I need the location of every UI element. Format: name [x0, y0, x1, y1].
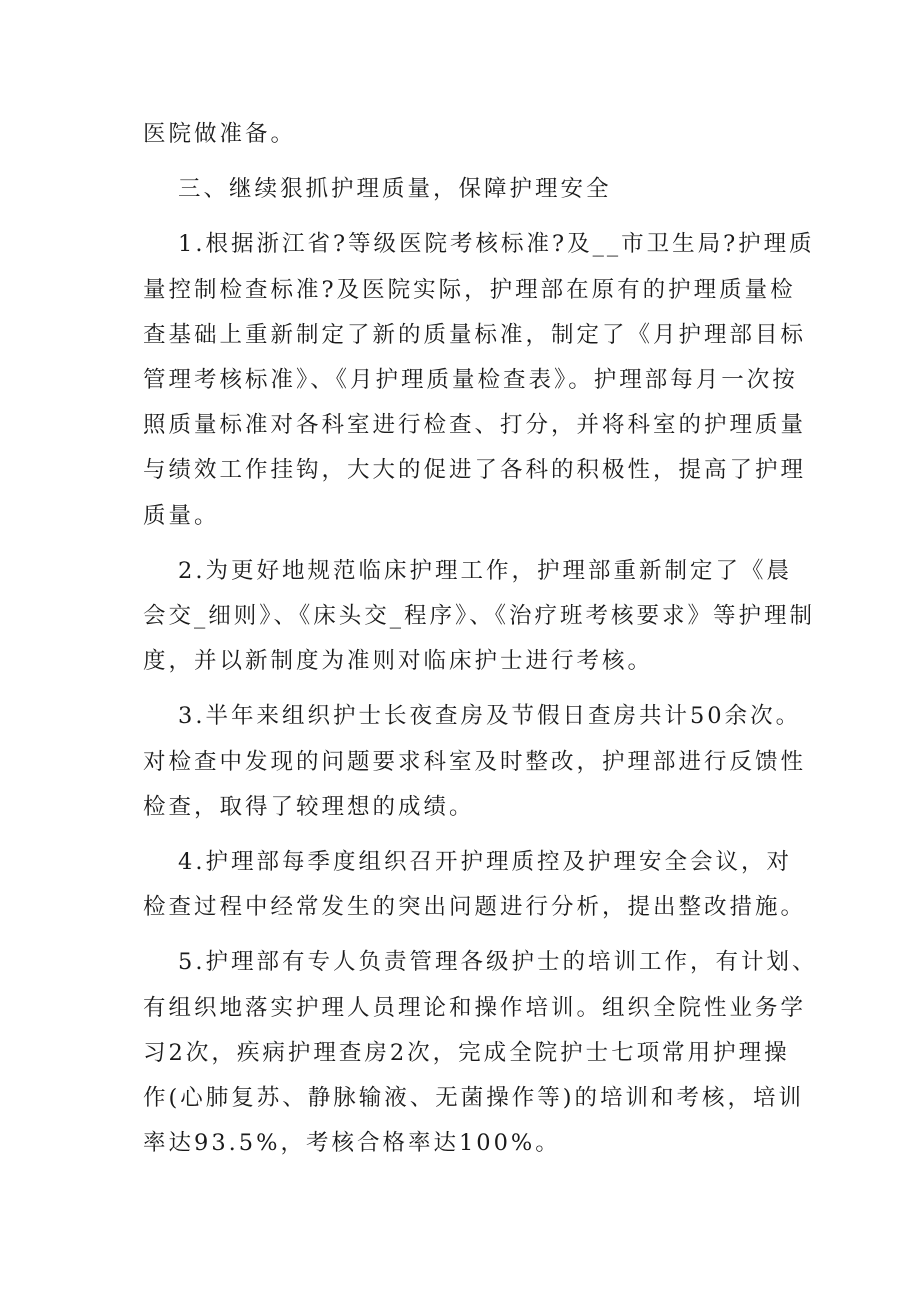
text-line: 1.根据浙江省?等级医院考核标准?及__市卫生局?护理质 [178, 231, 815, 258]
text-line: 会交_细则》、《床头交_程序》、《治疗班考核要求》等护理制 [143, 603, 816, 630]
text-line: 查基础上重新制定了新的质量标准，制定了《月护理部目标 [143, 321, 807, 348]
paragraph-item-2 [143, 549, 816, 685]
text-line: 与绩效工作挂钩，大大的促进了各科的积极性，提高了护理 [143, 457, 807, 484]
document-page [143, 112, 818, 1166]
text-line: 有组织地落实护理人员理论和操作培训。组织全院性业务学 [143, 994, 807, 1021]
text-line: 医院做准备。 [143, 121, 297, 147]
text-line: 质量。 [143, 502, 220, 529]
paragraph-item-5 [143, 940, 818, 1166]
text-line: 5.护理部有专人负责管理各级护士的培训工作，有计划、 [178, 949, 818, 976]
paragraph-item-4 [143, 840, 807, 930]
text-line: 度，并以新制度为准则对临床护士进行考核。 [143, 648, 654, 675]
text-line: 照质量标准对各科室进行检查、打分，并将科室的护理质量 [143, 412, 807, 439]
text-line: 3.半年来组织护士长夜查房及节假日查房共计50余次。 [178, 703, 802, 730]
paragraph-continuation [143, 112, 793, 157]
text-line: 检查过程中经常发生的突出问题进行分析，提出整改措施。 [143, 894, 807, 921]
text-line: 率达93.5%，考核合格率达100%。 [143, 1130, 561, 1157]
text-line: 量控制检查标准?及医院实际，护理部在原有的护理质量检 [143, 276, 796, 303]
paragraph-item-3 [143, 694, 807, 830]
section-heading [143, 167, 793, 212]
heading-text: 三、继续狠抓护理质量，保障护理安全 [178, 176, 612, 203]
text-line: 4.护理部每季度组织召开护理质控及护理安全会议，对 [178, 849, 792, 876]
text-line: 检查，取得了较理想的成绩。 [143, 793, 475, 820]
text-line: 管理考核标准》、《月护理质量检查表》。护理部每月一次按 [143, 367, 798, 394]
text-line: 习2次，疾病护理查房2次，完成全院护士七项常用护理操 [143, 1039, 790, 1066]
text-line: 作(心肺复苏、静脉输液、无菌操作等)的培训和考核，培训 [143, 1085, 805, 1112]
text-line: 对检查中发现的问题要求科室及时整改，护理部进行反馈性 [143, 748, 807, 775]
paragraph-item-1 [143, 222, 815, 538]
text-line: 2.为更好地规范临床护理工作，护理部重新制定了《晨 [178, 557, 792, 584]
